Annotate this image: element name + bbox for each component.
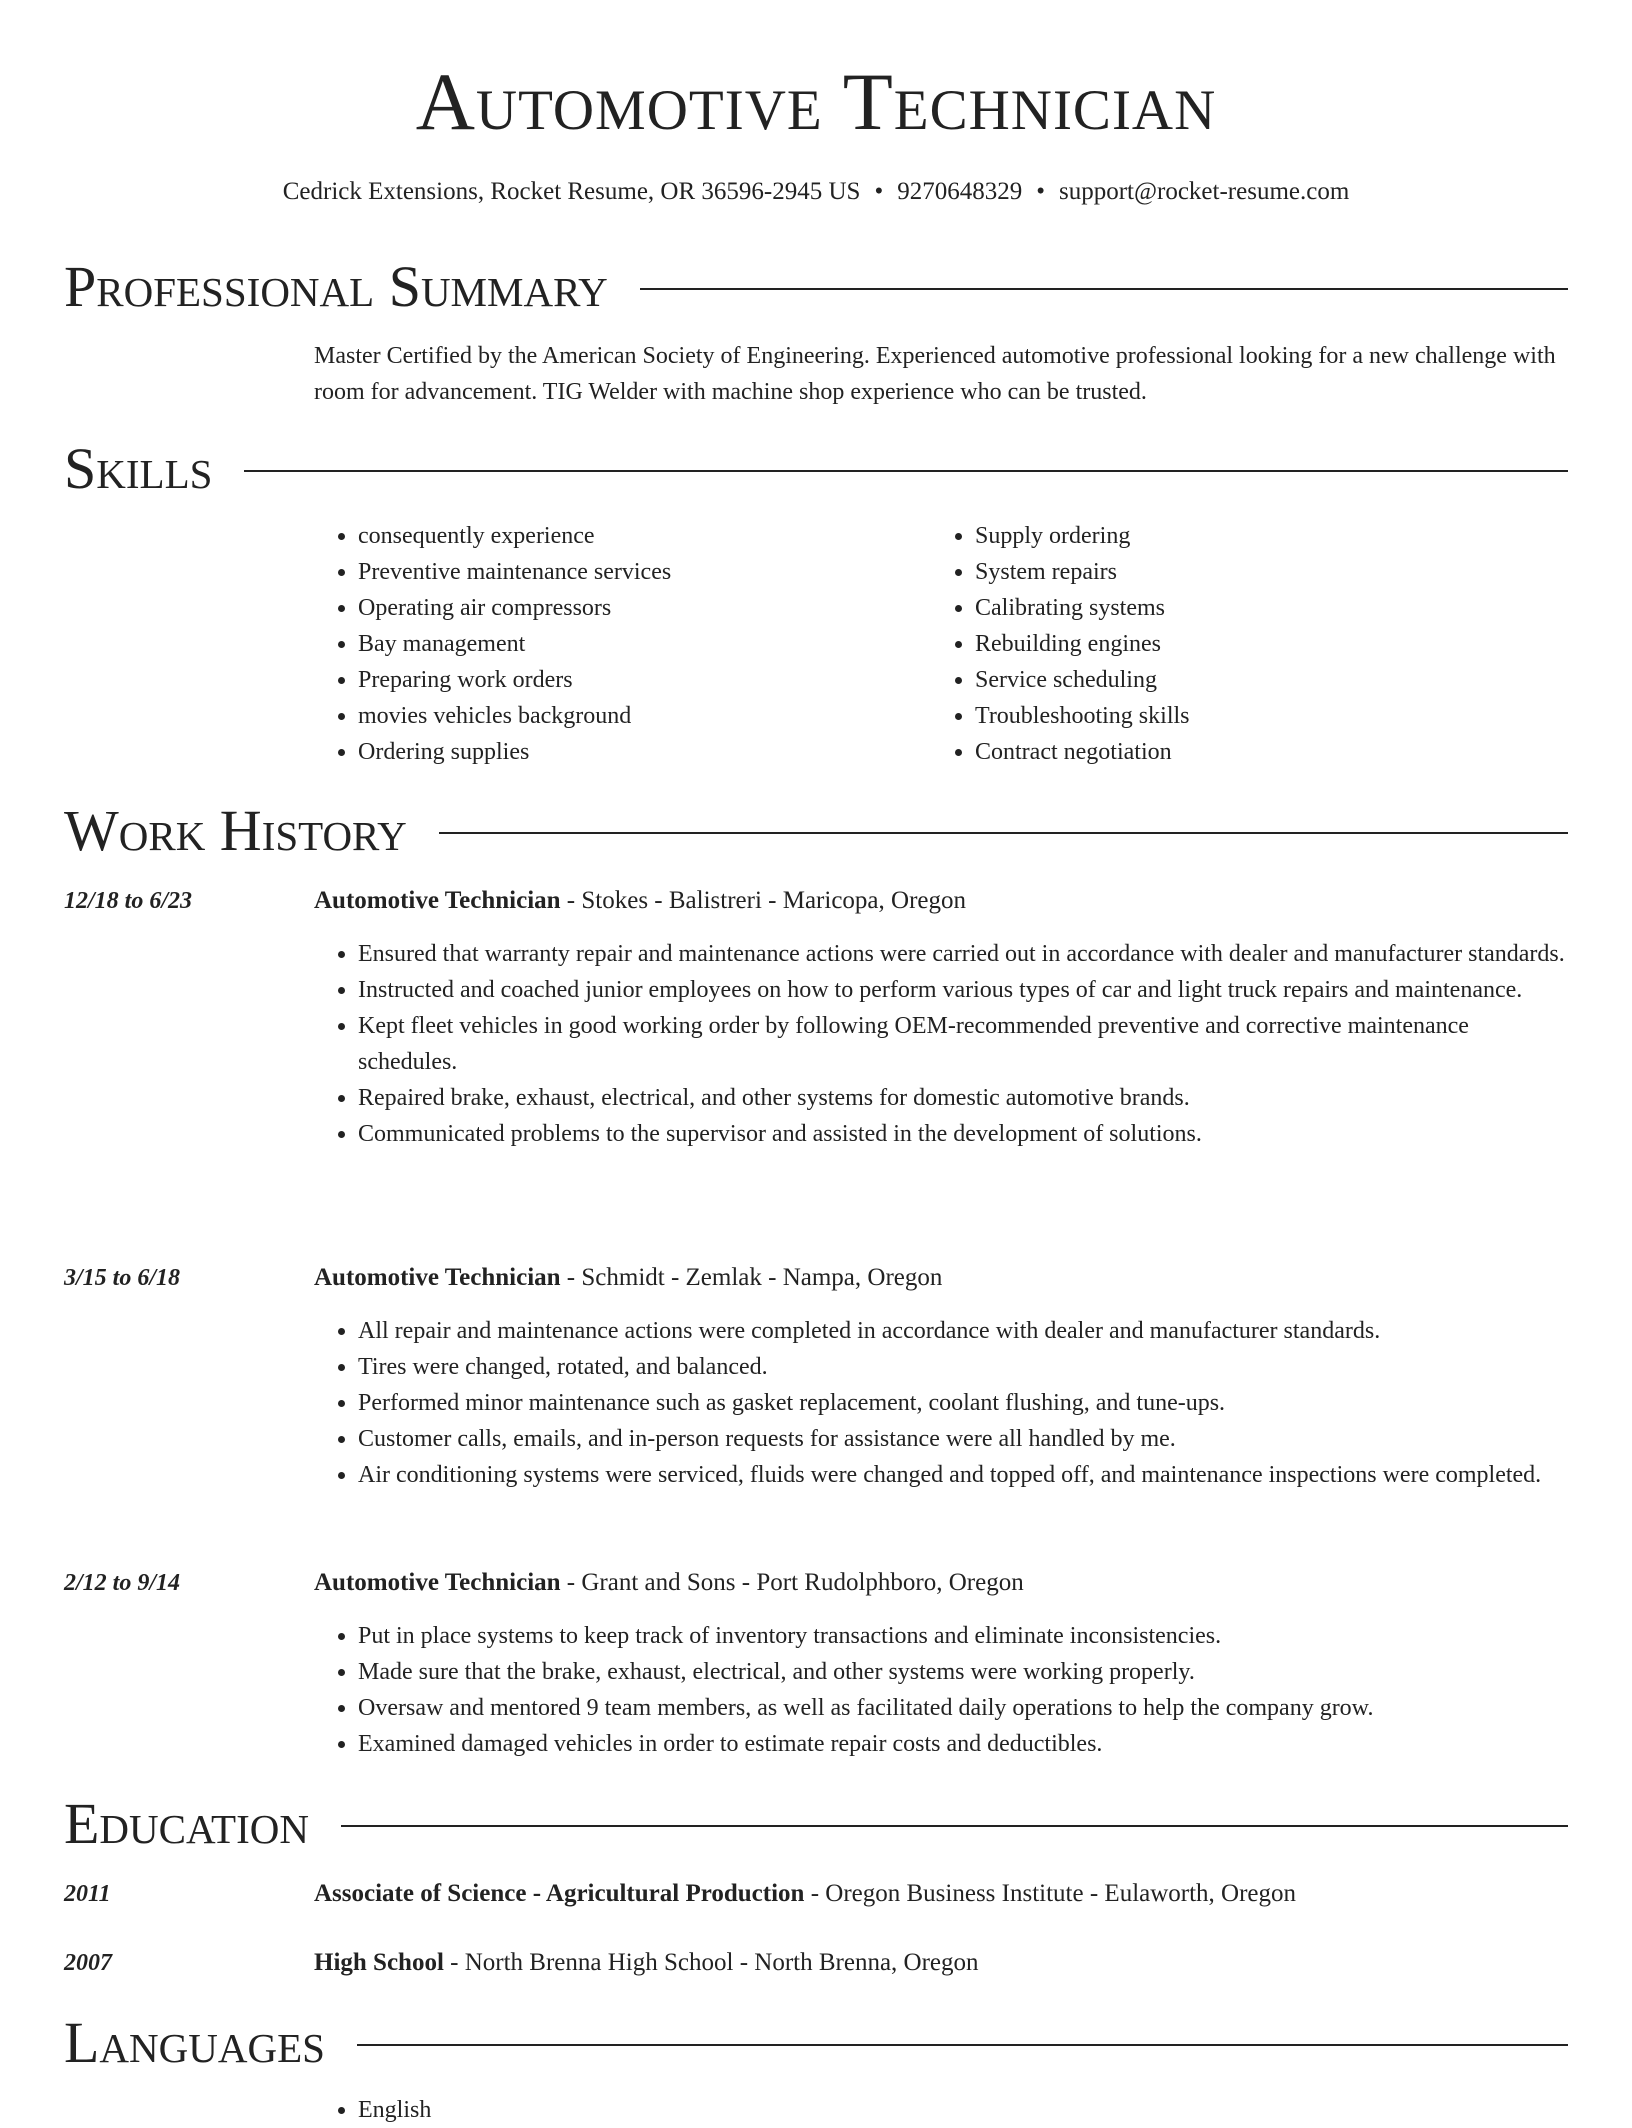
work-bullet: • Instructed and coached junior employees on how to perform various types of car and light truck repairs and maintenance. (358, 972, 1568, 1008)
skill-item: • consequently experience (358, 518, 931, 554)
skill-item: • movies vehicles background (358, 698, 931, 734)
contact-phone: 9270648329 (897, 178, 1023, 205)
work-heading (314, 1260, 942, 1296)
contact-separator: • (1036, 178, 1045, 205)
job-details: - Schmidt - Zemlak - Nampa, Oregon (560, 1264, 943, 1291)
section-title: Work History (64, 798, 407, 863)
work-heading (314, 1565, 1024, 1601)
education-details: - Oregon Business Institute - Eulaworth, Oregon (804, 1880, 1297, 1907)
skill-item: • Preparing work orders (358, 662, 931, 698)
section-heading-summary (64, 252, 1568, 322)
work-bullet: • Repaired brake, exhaust, electrical, and other systems for domestic automotive brands. (358, 1080, 1568, 1116)
skill-item: • Bay management (358, 626, 931, 662)
work-bullets (314, 1313, 1568, 1493)
section-divider (439, 832, 1568, 834)
work-bullet: • Examined damaged vehicles in order to estimate repair costs and deductibles. (358, 1726, 1568, 1762)
section-divider (357, 2044, 1568, 2046)
skill-item: • Preventive maintenance services (358, 554, 931, 590)
section-divider (640, 288, 1568, 290)
job-details: - Grant and Sons - Port Rudolphboro, Oregon (560, 1569, 1024, 1596)
section-title: Education (64, 1791, 309, 1856)
work-bullet: • Made sure that the brake, exhaust, electrical, and other systems were working properly. (358, 1654, 1568, 1690)
education-heading (314, 1945, 979, 1981)
work-dates: 3/15 to 6/18 (64, 1265, 181, 1291)
section-heading-education (64, 1789, 1568, 1859)
section-heading-languages (64, 2008, 1568, 2078)
skill-item: • Troubleshooting skills (975, 698, 1548, 734)
work-bullet: • Kept fleet vehicles in good working order by following OEM-recommended preventive and corrective maintenance schedules. (358, 1008, 1568, 1080)
education-year: 2011 (64, 1881, 111, 1907)
job-title: Automotive Technician (314, 1264, 561, 1291)
job-details: - Stokes - Balistreri - Maricopa, Oregon (560, 887, 966, 914)
work-bullet: • Performed minor maintenance such as gasket replacement, coolant flushing, and tune-ups. (358, 1385, 1568, 1421)
contact-address: Cedrick Extensions, Rocket Resume, OR 36596-2945 US (282, 178, 861, 205)
skill-item: • System repairs (975, 554, 1548, 590)
contact-email[interactable]: support@rocket-resume.com (1058, 178, 1350, 205)
degree: High School (314, 1949, 444, 1976)
skill-item: • Service scheduling (975, 662, 1548, 698)
work-bullet: • Oversaw and mentored 9 team members, as well as facilitated daily operations to help the company grow. (358, 1690, 1568, 1726)
section-title: Professional Summary (64, 254, 608, 319)
work-heading (314, 883, 966, 919)
summary-text: Master Certified by the American Society of Engineering. Experienced automotive professional looking for a new challenge with room for advancement. TIG Welder with machine shop experience who can be trusted. (314, 343, 1556, 405)
work-bullet: • Put in place systems to keep track of inventory transactions and eliminate inconsistencies. (358, 1618, 1568, 1654)
work-bullet: • Communicated problems to the supervisor and assisted in the development of solutions. (358, 1116, 1568, 1152)
skill-item: • Ordering supplies (358, 734, 931, 770)
education-year: 2007 (64, 1950, 112, 1976)
skill-item: • Supply ordering (975, 518, 1548, 554)
skill-item: • Operating air compressors (358, 590, 931, 626)
contact-separator: • (874, 178, 884, 205)
work-bullet: • Tires were changed, rotated, and balanced. (358, 1349, 1568, 1385)
work-dates: 2/12 to 9/14 (64, 1570, 181, 1596)
skills-list (314, 518, 1570, 770)
work-bullets (314, 1618, 1568, 1762)
job-title: Automotive Technician (314, 1569, 561, 1596)
contact-line (0, 174, 1632, 210)
degree: Associate of Science - Agricultural Production (314, 1880, 805, 1907)
section-divider (341, 1825, 1568, 1827)
resume-name: Automotive Technician (415, 56, 1217, 147)
languages-list (314, 2092, 431, 2128)
work-bullet: • All repair and maintenance actions were completed in accordance with dealer and manufacturer standards. (358, 1313, 1568, 1349)
education-details: - North Brenna High School - North Brenna, Oregon (443, 1949, 979, 1976)
job-title: Automotive Technician (314, 887, 561, 914)
work-bullet: • Customer calls, emails, and in-person requests for assistance were all handled by me. (358, 1421, 1568, 1457)
language-item: • English (358, 2092, 431, 2128)
section-heading-skills (64, 434, 1568, 504)
work-dates: 12/18 to 6/23 (64, 888, 193, 914)
section-title: Skills (64, 436, 213, 501)
section-title: Languages (64, 2010, 325, 2075)
section-heading-work (64, 796, 1568, 866)
work-bullets (314, 936, 1568, 1152)
skill-item: • Calibrating systems (975, 590, 1548, 626)
skills-column-right (931, 518, 1548, 770)
section-divider (244, 470, 1568, 472)
education-heading (314, 1876, 1296, 1912)
skills-column-left (314, 518, 931, 770)
work-bullet: • Air conditioning systems were serviced, fluids were changed and topped off, and maintenance inspections were completed. (358, 1457, 1568, 1493)
work-bullet: • Ensured that warranty repair and maintenance actions were carried out in accordance with dealer and manufacturer standards. (358, 936, 1568, 972)
skill-item: • Contract negotiation (975, 734, 1548, 770)
skill-item: • Rebuilding engines (975, 626, 1548, 662)
